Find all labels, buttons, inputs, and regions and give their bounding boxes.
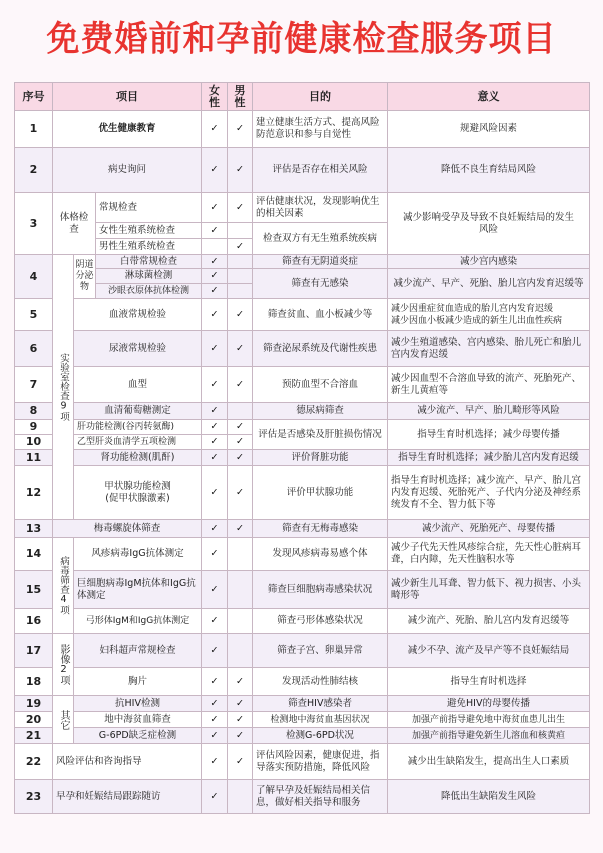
row-item: 风疹病毒IgG抗体测定 <box>74 538 202 571</box>
row-item: 风险评估和咨询指导 <box>53 744 202 780</box>
group-physical-exam: 体格检查 <box>53 193 96 255</box>
row-meaning: 减少因血型不合溶血导致的流产、死胎死产、新生儿黄疸等 <box>388 367 590 403</box>
female-check-icon: ✓ <box>202 299 228 331</box>
female-check-icon: ✓ <box>202 223 228 239</box>
row-number: 7 <box>15 367 53 403</box>
row-meaning: 指导生育时机选择；减少胎儿宫内发育迟缓 <box>388 450 590 466</box>
row-meaning: 减少出生缺陷发生，提高出生人口素质 <box>388 744 590 780</box>
male-check-icon: ✓ <box>228 744 253 780</box>
row-number: 16 <box>15 609 53 634</box>
header-row <box>15 83 590 111</box>
row-purpose: 筛查泌尿系统及代谢性疾患 <box>253 331 388 367</box>
male-check-icon: ✓ <box>228 193 253 223</box>
row-purpose: 建立健康生活方式、提高风险防范意识和参与自觉性 <box>253 111 388 148</box>
row-number: 14 <box>15 538 53 571</box>
col-header-meaning: 意义 <box>388 83 590 111</box>
male-empty <box>228 403 253 420</box>
group-vaginal: 阴道分泌物 <box>74 255 96 299</box>
row-meaning: 降低出生缺陷发生风险 <box>388 780 590 814</box>
row-item: 梅毒螺旋体筛查 <box>53 520 202 538</box>
row-item: 女性生殖系统检查 <box>96 223 202 239</box>
row-number: 15 <box>15 571 53 609</box>
row-number: 23 <box>15 780 53 814</box>
table-row <box>15 696 590 712</box>
table-row <box>15 712 590 728</box>
row-number: 18 <box>15 668 53 696</box>
row-meaning: 避免HIV的母婴传播 <box>388 696 590 712</box>
row-number: 21 <box>15 728 53 744</box>
row-purpose: 筛查贫血、血小板减少等 <box>253 299 388 331</box>
row-item: 血清葡萄糖测定 <box>74 403 202 420</box>
table-row <box>15 450 590 466</box>
row-item: 妇科超声常规检查 <box>74 634 202 668</box>
female-check-icon: ✓ <box>202 728 228 744</box>
row-item: 淋球菌检测 <box>96 269 202 284</box>
table-row <box>15 403 590 420</box>
row-meaning: 加强产前指导避免地中海贫血患儿出生 <box>388 712 590 728</box>
male-empty <box>228 780 253 814</box>
female-check-icon: ✓ <box>202 571 228 609</box>
male-check-icon: ✓ <box>228 435 253 450</box>
row-purpose: 了解早孕及妊娠结局相关信息，做好相关指导和服务 <box>253 780 388 814</box>
male-check-icon: ✓ <box>228 299 253 331</box>
row-item: 弓形体IgM和IgG抗体测定 <box>74 609 202 634</box>
female-check-icon: ✓ <box>202 255 228 269</box>
female-check-icon: ✓ <box>202 331 228 367</box>
female-check-icon: ✓ <box>202 435 228 450</box>
table-row <box>15 744 590 780</box>
row-meaning: 减少流产、早产、胎儿畸形等风险 <box>388 403 590 420</box>
female-check-icon: ✓ <box>202 712 228 728</box>
row-number: 1 <box>15 111 53 148</box>
female-check-icon: ✓ <box>202 668 228 696</box>
row-purpose: 评估是否存在相关风险 <box>253 148 388 193</box>
table-row <box>15 299 590 331</box>
male-check-icon: ✓ <box>228 712 253 728</box>
row-number: 3 <box>15 193 53 255</box>
table-row <box>15 269 590 284</box>
row-item: 尿液常规检验 <box>74 331 202 367</box>
row-number: 19 <box>15 696 53 712</box>
male-check-icon: ✓ <box>228 696 253 712</box>
row-meaning: 减少生殖道感染、宫内感染、胎儿死亡和胎儿宫内发育迟缓 <box>388 331 590 367</box>
col-header-item: 项目 <box>53 83 202 111</box>
row-item: 常规检查 <box>96 193 202 223</box>
male-check-icon: ✓ <box>228 450 253 466</box>
female-check-icon: ✓ <box>202 420 228 435</box>
male-check-icon: ✓ <box>228 331 253 367</box>
row-item: 肝功能检测(谷丙转氨酶) <box>74 420 202 435</box>
row-purpose: 评价甲状腺功能 <box>253 466 388 520</box>
row-item: 乙型肝炎血清学五项检测 <box>74 435 202 450</box>
row-number: 5 <box>15 299 53 331</box>
col-header-purpose: 目的 <box>253 83 388 111</box>
row-number: 20 <box>15 712 53 728</box>
row-number: 11 <box>15 450 53 466</box>
row-meaning: 减少宫内感染 <box>388 255 590 269</box>
table-row <box>15 193 590 223</box>
table-row <box>15 420 590 435</box>
row-purpose: 筛查有无梅毒感染 <box>253 520 388 538</box>
table-row <box>15 571 590 609</box>
row-item: 血液常规检验 <box>74 299 202 331</box>
col-header-female: 女性 <box>202 83 228 111</box>
male-empty <box>228 571 253 609</box>
row-meaning: 减少因重症贫血造成的胎儿宫内发育迟缓 减少因血小板减少造成的新生儿出血性疾病 <box>388 299 590 331</box>
female-check-icon: ✓ <box>202 367 228 403</box>
table-row <box>15 148 590 193</box>
row-number: 22 <box>15 744 53 780</box>
male-check-icon: ✓ <box>228 148 253 193</box>
row-item: 病史询问 <box>53 148 202 193</box>
table-row <box>15 668 590 696</box>
row-item: 胸片 <box>74 668 202 696</box>
row-item: 地中海贫血筛查 <box>74 712 202 728</box>
row-meaning: 指导生育时机选择 <box>388 668 590 696</box>
row-purpose: 筛查子宫、卵巢异常 <box>253 634 388 668</box>
male-empty <box>228 284 253 299</box>
row-item: 早孕和妊娠结局跟踪随访 <box>53 780 202 814</box>
row-item: 白带常规检查 <box>96 255 202 269</box>
row-meaning: 减少流产、死胎、胎儿宫内发育迟缓等 <box>388 609 590 634</box>
row-meaning: 减少子代先天性风疹综合症，先天性心脏病耳聋，白内障，先天性脑积水等 <box>388 538 590 571</box>
male-empty <box>228 538 253 571</box>
table-row <box>15 609 590 634</box>
row-purpose: 筛查HIV感染者 <box>253 696 388 712</box>
female-check-icon: ✓ <box>202 450 228 466</box>
male-empty <box>228 609 253 634</box>
group-virus-screening: 病毒筛查4项 <box>53 538 74 634</box>
male-check-icon: ✓ <box>228 728 253 744</box>
male-empty <box>228 269 253 284</box>
table-row <box>15 538 590 571</box>
female-check-icon: ✓ <box>202 148 228 193</box>
female-check-icon: ✓ <box>202 538 228 571</box>
row-number: 9 <box>15 420 53 435</box>
row-item: G-6PD缺乏症检测 <box>74 728 202 744</box>
row-item: 血型 <box>74 367 202 403</box>
row-item: 甲状腺功能检测 (促甲状腺激素) <box>74 466 202 520</box>
row-meaning: 减少流产、早产、死胎、胎儿宫内发育迟缓等 <box>388 269 590 299</box>
row-meaning: 指导生育时机选择；减少流产、早产、胎儿宫内发育迟缓、死胎死产、子代内分泌及神经系统发育不全、智力低下等 <box>388 466 590 520</box>
row-purpose: 评价肾脏功能 <box>253 450 388 466</box>
female-check-icon: ✓ <box>202 696 228 712</box>
row-item: 优生健康教育 <box>53 111 202 148</box>
row-purpose: 检测G-6PD状况 <box>253 728 388 744</box>
row-meaning: 规避风险因素 <box>388 111 590 148</box>
female-check-icon: ✓ <box>202 520 228 538</box>
row-number: 13 <box>15 520 53 538</box>
row-number: 12 <box>15 466 53 520</box>
row-number: 6 <box>15 331 53 367</box>
male-check-icon: ✓ <box>228 668 253 696</box>
male-check-icon: ✓ <box>228 420 253 435</box>
row-meaning: 减少流产、死胎死产、母婴传播 <box>388 520 590 538</box>
row-purpose: 发现风疹病毒易感个体 <box>253 538 388 571</box>
row-number: 10 <box>15 435 53 450</box>
female-check-icon: ✓ <box>202 111 228 148</box>
male-check-icon: ✓ <box>228 367 253 403</box>
table-row <box>15 634 590 668</box>
row-purpose: 筛查有无阴道炎症 <box>253 255 388 269</box>
group-other: 其它 <box>53 696 74 744</box>
male-empty <box>228 255 253 269</box>
female-check-icon: ✓ <box>202 403 228 420</box>
male-check-icon: ✓ <box>228 520 253 538</box>
female-empty <box>202 239 228 255</box>
row-number: 4 <box>15 255 53 299</box>
row-purpose: 评估是否感染及肝脏损伤情况 <box>253 420 388 450</box>
row-purpose: 评估健康状况，发现影响优生的相关因素 <box>253 193 388 223</box>
row-meaning: 指导生育时机选择；减少母婴传播 <box>388 420 590 450</box>
male-empty <box>228 223 253 239</box>
female-check-icon: ✓ <box>202 780 228 814</box>
row-purpose: 发现活动性肺结核 <box>253 668 388 696</box>
female-check-icon: ✓ <box>202 284 228 299</box>
table-row <box>15 111 590 148</box>
table-row <box>15 331 590 367</box>
row-item: 抗HIV检测 <box>74 696 202 712</box>
female-check-icon: ✓ <box>202 744 228 780</box>
row-purpose: 预防血型不合溶血 <box>253 367 388 403</box>
row-purpose: 筛查巨细胞病毒感染状况 <box>253 571 388 609</box>
row-meaning: 减少影响受孕及导致不良妊娠结局的发生风险 <box>388 193 590 255</box>
male-empty <box>228 634 253 668</box>
row-purpose: 筛查弓形体感染状况 <box>253 609 388 634</box>
row-meaning: 减少不孕、流产及早产等不良妊娠结局 <box>388 634 590 668</box>
table-row <box>15 780 590 814</box>
row-item: 巨细胞病毒IgM抗体和IgG抗体测定 <box>74 571 202 609</box>
female-check-icon: ✓ <box>202 193 228 223</box>
row-purpose: 筛查有无感染 <box>253 269 388 299</box>
col-header-seq: 序号 <box>15 83 53 111</box>
row-number: 8 <box>15 403 53 420</box>
row-purpose: 检测地中海贫血基因状况 <box>253 712 388 728</box>
group-lab-tests: 实验室检查9项 <box>53 255 74 520</box>
table-row <box>15 466 590 520</box>
female-check-icon: ✓ <box>202 269 228 284</box>
row-purpose: 德尿病筛查 <box>253 403 388 420</box>
table-row <box>15 520 590 538</box>
row-meaning: 降低不良生育结局风险 <box>388 148 590 193</box>
page-title: 免费婚前和孕前健康检查服务项目 <box>46 17 557 59</box>
male-check-icon: ✓ <box>228 239 253 255</box>
female-check-icon: ✓ <box>202 609 228 634</box>
row-number: 17 <box>15 634 53 668</box>
row-item: 沙眼衣原体抗体检测 <box>96 284 202 299</box>
table-row <box>15 728 590 744</box>
row-purpose: 检查双方有无生殖系统疾病 <box>253 223 388 255</box>
row-number: 2 <box>15 148 53 193</box>
service-table <box>14 82 590 814</box>
male-check-icon: ✓ <box>228 466 253 520</box>
row-meaning: 减少新生儿耳聋、智力低下、视力损害、小头畸形等 <box>388 571 590 609</box>
row-meaning: 加强产前指导避免新生儿溶血和核黄疸 <box>388 728 590 744</box>
col-header-male: 男性 <box>228 83 253 111</box>
female-check-icon: ✓ <box>202 634 228 668</box>
row-item: 肾功能检测(肌酐) <box>74 450 202 466</box>
female-check-icon: ✓ <box>202 466 228 520</box>
row-item: 男性生殖系统检查 <box>96 239 202 255</box>
group-imaging: 影像2项 <box>53 634 74 696</box>
table-row <box>15 367 590 403</box>
row-purpose: 评估风险因素，健康促进，指导落实预防措施，降低风险 <box>253 744 388 780</box>
table-row <box>15 255 590 269</box>
male-check-icon: ✓ <box>228 111 253 148</box>
